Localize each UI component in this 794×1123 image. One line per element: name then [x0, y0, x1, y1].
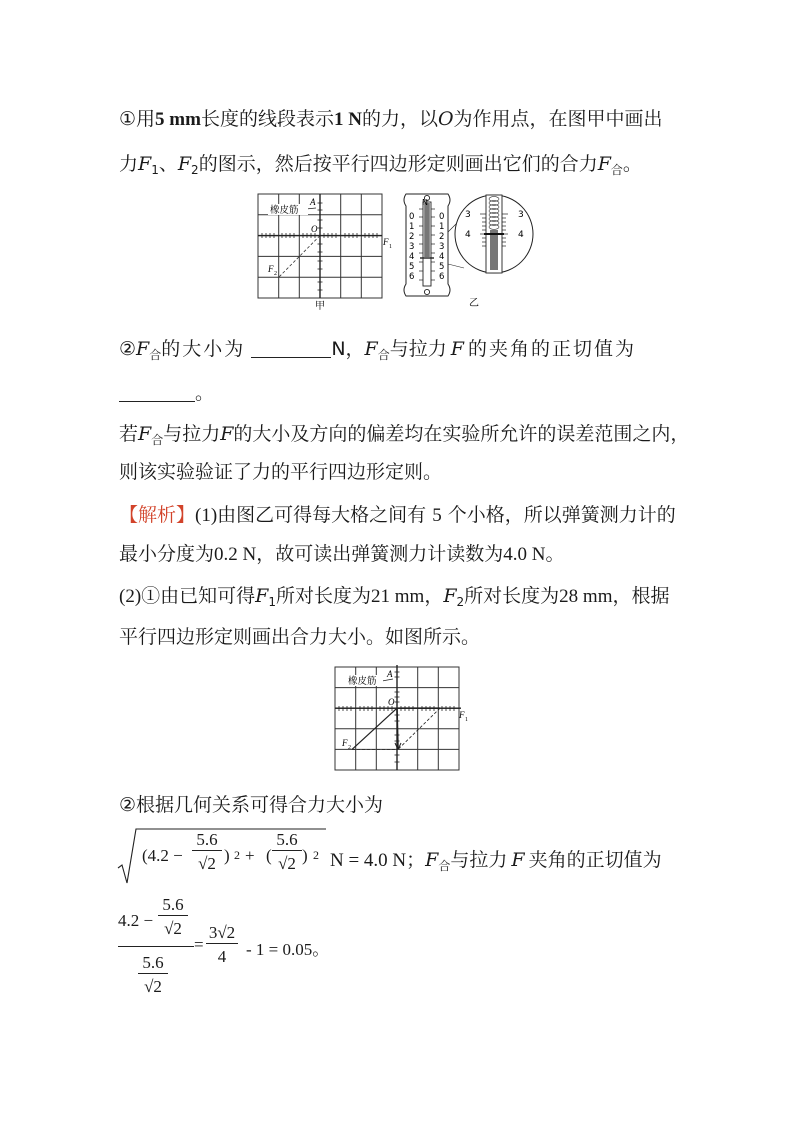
scale-left-label: 4 — [409, 252, 415, 262]
text: 力 — [119, 153, 139, 175]
text: 为作用点，在图甲中画出 — [453, 108, 663, 130]
point-o-label: O — [311, 224, 318, 234]
text: 21 mm — [371, 586, 425, 607]
rubber-band-pointer — [382, 679, 393, 681]
formula-1-tail — [330, 845, 662, 874]
exponent: 2 — [313, 848, 319, 862]
text: + — [245, 846, 255, 865]
fraction-numerator: 5.6 — [138, 953, 168, 974]
formula-1 — [116, 826, 716, 886]
text: F — [136, 338, 150, 360]
unit-n-label: N — [422, 198, 428, 207]
text: F — [597, 153, 611, 175]
text: ，根据 — [612, 585, 670, 607]
point-a-label: A — [310, 197, 316, 207]
zoom-left-label: 4 — [465, 230, 471, 240]
answer-blank-1[interactable] — [251, 337, 331, 358]
text: O — [437, 108, 454, 130]
rubber-band-label: 橡皮筋 — [270, 205, 299, 216]
text: F — [443, 585, 457, 607]
text: ②根据几何关系可得合力大小为 — [119, 794, 384, 816]
text: 1 — [151, 163, 159, 177]
text: 1 — [268, 595, 276, 609]
text: 的夹角的正切值为 — [467, 338, 636, 360]
f1-label: F — [383, 237, 389, 247]
resultant-vector — [397, 708, 398, 749]
text: 5 — [432, 505, 442, 526]
text: 与拉力 — [450, 849, 508, 871]
text: 合 — [610, 163, 623, 177]
text: F — [220, 423, 234, 445]
text: F — [511, 849, 525, 871]
text: 所对长度为 — [275, 585, 371, 607]
scale-right-label: 3 — [439, 242, 445, 252]
text: 28 mm — [559, 586, 613, 607]
text: 夹角的正切值为 — [528, 849, 662, 871]
text: 合 — [149, 348, 162, 362]
scale-left-label: 0 — [409, 212, 415, 222]
text: (1)由图乙可得每大格之间有 — [195, 505, 427, 526]
text: 0.2 N — [214, 544, 257, 565]
text: 2 — [191, 163, 199, 177]
text: ) — [302, 846, 308, 865]
text: 、 — [158, 153, 178, 175]
scale-right-label: 4 — [439, 252, 445, 262]
fraction-numerator: 5.6 — [158, 895, 188, 916]
text: 2 — [456, 595, 465, 609]
analysis-line-3 — [119, 584, 670, 614]
sqrt-content — [142, 830, 322, 882]
text: 所对长度为 — [464, 585, 560, 607]
text: F — [364, 338, 378, 360]
text: ①用 — [119, 108, 156, 130]
question-2-line-2 — [119, 381, 214, 405]
scale-left-label: 1 — [409, 222, 415, 232]
text: 若 — [119, 423, 139, 445]
text: 。 — [195, 382, 215, 404]
text: ) — [224, 846, 230, 865]
scale-left-label: 6 — [409, 272, 415, 282]
text: 。 — [545, 543, 565, 565]
text: 平行四边形定则画出合力大小。如图所示。 — [119, 626, 481, 648]
f2-label: F — [342, 738, 348, 748]
text: 1 N — [333, 109, 362, 130]
analysis-tag: 【解析】 — [119, 504, 196, 526]
note-line-1 — [119, 422, 689, 452]
text: 。 — [622, 153, 642, 175]
f1-label: F — [459, 710, 465, 720]
f1-subscript: 1 — [465, 717, 468, 723]
text: F — [425, 849, 439, 871]
formula-2 — [116, 893, 516, 1005]
spring-scale — [404, 194, 464, 296]
fraction-denominator: √2 — [144, 977, 162, 996]
text: F — [138, 423, 152, 445]
text: ， — [424, 585, 444, 607]
exponent: 2 — [234, 848, 240, 862]
fraction-numerator: 5.6 — [272, 830, 302, 851]
text: (4.2 − — [142, 846, 183, 865]
text: ( — [266, 846, 272, 865]
scale-right-label: 5 — [439, 262, 445, 272]
text: 则该实验验证了力的平行四边形定则。 — [119, 461, 443, 483]
text: 合 — [438, 859, 451, 873]
text: 4.0 N — [503, 544, 546, 565]
text: 与拉力 — [389, 338, 447, 360]
analysis-line-2 — [119, 542, 565, 567]
text: = — [194, 935, 204, 954]
main-fraction-bar — [118, 946, 194, 947]
figure-yi-caption: 乙 — [469, 298, 479, 309]
fraction-numerator: 3√2 — [206, 923, 238, 944]
text: ② — [119, 338, 137, 360]
analysis-line-4 — [119, 625, 480, 649]
scale-right-label: 0 — [439, 212, 445, 222]
scale-right-label: 2 — [439, 232, 445, 242]
text: 的大小为 — [161, 338, 246, 360]
text: (2)①由已知可得 — [119, 586, 256, 607]
text: F — [177, 153, 192, 175]
figure-jia-caption: 甲 — [315, 301, 325, 312]
figure-jia-yi — [250, 188, 550, 314]
text: N = 4.0 N； — [330, 850, 426, 871]
text: F — [138, 153, 152, 175]
scale-left-label: 5 — [409, 262, 415, 272]
magnified-view — [455, 195, 533, 273]
text: 合 — [377, 348, 390, 362]
text: 长度的线段表示 — [200, 108, 334, 130]
question-line-2 — [119, 152, 642, 182]
f1-subscript: 1 — [389, 244, 392, 250]
fraction-denominator: 4 — [217, 947, 227, 966]
scale-left-label: 2 — [409, 232, 415, 242]
zoom-left-label: 3 — [465, 210, 471, 220]
text: 与拉力 — [163, 423, 221, 445]
text: F — [450, 338, 464, 360]
analysis-line-5 — [119, 793, 383, 817]
text: F — [255, 585, 269, 607]
point-o-label: O — [388, 697, 395, 707]
zoom-right-label: 3 — [518, 210, 524, 220]
text: - 1 = 0.05。 — [246, 940, 330, 959]
rubber-band-label: 橡皮筋 — [348, 676, 377, 687]
scale-left-label: 3 — [409, 242, 415, 252]
text: N， — [331, 338, 365, 360]
fraction-denominator: √2 — [198, 854, 216, 873]
text: 4.2 − — [118, 911, 154, 930]
scale-right-label: 6 — [439, 272, 445, 282]
text: 最小分度为 — [119, 543, 215, 565]
question-line-1 — [119, 107, 663, 132]
note-line-2 — [119, 460, 442, 484]
text: ，故可读出弹簧测力计读数为 — [256, 543, 504, 565]
text: 的大小及方向的偏差均在实验所允许的误差范围之内， — [233, 423, 690, 445]
text: 的图示，然后按平行四边形定则画出它们的合力 — [198, 153, 598, 175]
point-a-label: A — [387, 669, 393, 679]
text: 的力，以 — [361, 108, 438, 130]
fraction-denominator: √2 — [164, 919, 182, 938]
f2-subscript: 2 — [274, 271, 277, 277]
fraction-denominator: √2 — [278, 854, 296, 873]
f2-subscript: 2 — [348, 745, 351, 751]
text: 5 mm — [155, 109, 201, 130]
fraction-numerator: 5.6 — [192, 830, 222, 851]
f2-label: F — [268, 264, 274, 274]
text: 合 — [151, 433, 164, 447]
question-2-line-1 — [119, 337, 636, 367]
answer-blank-2[interactable] — [119, 381, 195, 402]
scale-right-label: 1 — [439, 222, 445, 232]
zoom-right-label: 4 — [518, 230, 524, 240]
analysis-line-1 — [119, 503, 676, 528]
text: 个小格，所以弹簧测力计的 — [447, 504, 676, 526]
figure-solution — [330, 665, 472, 773]
